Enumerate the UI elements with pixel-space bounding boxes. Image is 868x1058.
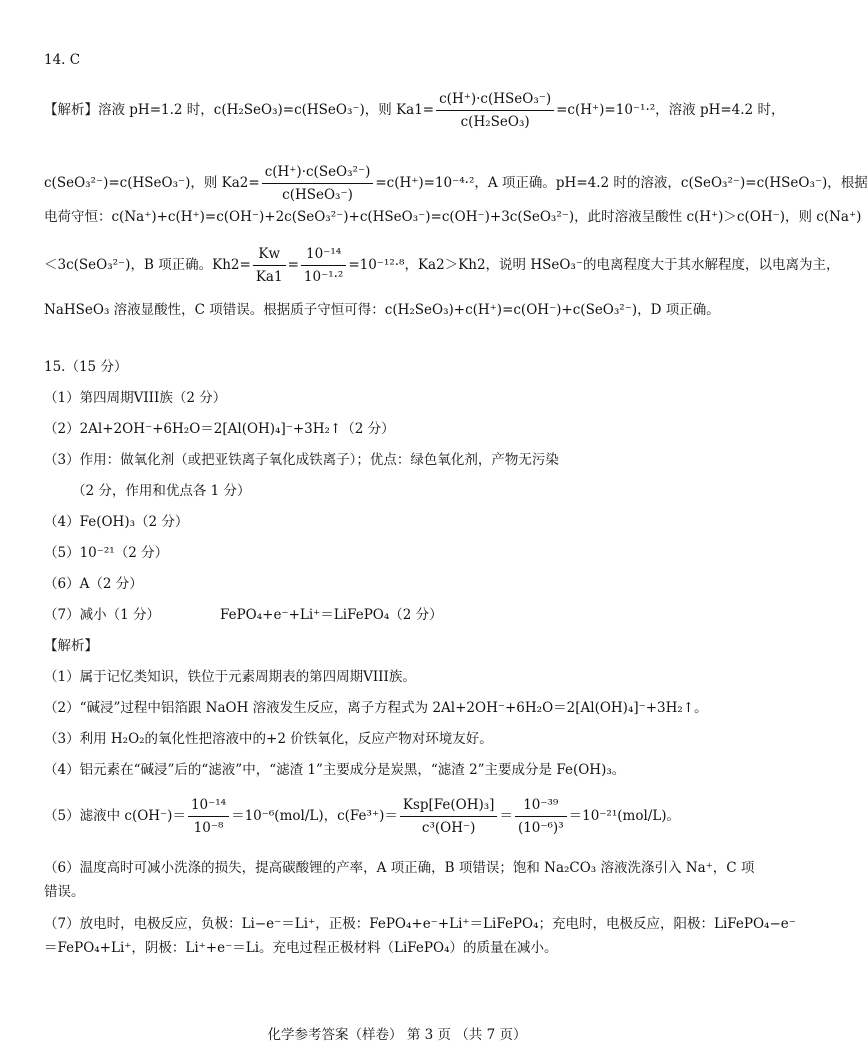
q15-answer-2: （2）2Al+2OH⁻+6H₂O＝2[Al(OH)₄]⁻+3H₂↑（2 分） <box>44 421 395 437</box>
q15-analysis-4: （4）铝元素在“碱浸”后的“滤液”中，“滤渣 1”主要成分是炭黑，“滤渣 2”主要成分是 Fe(OH)₃。 <box>44 762 626 778</box>
q15-analysis-heading: 【解析】 <box>44 638 98 654</box>
page-footer: 化学参考答案（样卷） 第 3 页 （共 7 页） <box>267 1027 527 1043</box>
q15-title: 15.（15 分） <box>44 359 128 375</box>
q15-answer-6: （6）A（2 分） <box>44 576 143 592</box>
fraction: $\frac{\text{c(H⁺)·c(HSeO₃⁻)}}{\text{c(H₂SeO₃)}}$ <box>436 88 554 133</box>
q14-answer: 14. C <box>44 52 81 68</box>
q14-line2: c(SeO₃²⁻)=c(HSeO₃⁻)，则 Ka2= $\frac{\text{c(H⁺)·c(SeO₃²⁻)}}{\text{c(HSeO₃⁻)}}$ =c(H⁺)=10⁻⁴·²，A 项正确。pH=4.2 时的溶液，c(SeO₃²⁻)=c(HSeO₃⁻)，根据 <box>44 161 754 206</box>
q14-line5: NaHSeO₃ 溶液显酸性，C 项错误。根据质子守恒可得：c(H₂SeO₃)+c(H⁺)=c(OH⁻)+c(SeO₃²⁻)，D 项正确。 <box>44 302 720 318</box>
q15-analysis-3: （3）利用 H₂O₂的氧化性把溶液中的+2 价铁氧化，反应产物对环境友好。 <box>44 731 493 747</box>
q15-analysis-7: （7）放电时，电极反应，负极：Li−e⁻＝Li⁺，正极：FePO₄+e⁻+Li⁺＝LiFePO₄；充电时，电极反应，阳极：LiFePO₄−e⁻ <box>44 916 796 932</box>
q15-answer-4: （4）Fe(OH)₃（2 分） <box>44 514 189 530</box>
q15-analysis-2: （2）“碱浸”过程中铝箔跟 NaOH 溶液发生反应，离子方程式为 2Al+2OH⁻+6H₂O＝2[Al(OH)₄]⁻+3H₂↑。 <box>44 700 708 716</box>
q15-analysis-1: （1）属于记忆类知识，铁位于元素周期表的第四周期VIII族。 <box>44 669 416 685</box>
q15-answer-3-note: （2 分，作用和优点各 1 分） <box>72 483 251 499</box>
q15-answer-5: （5）10⁻²¹（2 分） <box>44 545 169 561</box>
q14-line3: 电荷守恒：c(Na⁺)+c(H⁺)=c(OH⁻)+2c(SeO₃²⁻)+c(HSeO₃⁻)=c(OH⁻)+3c(SeO₃²⁻)，此时溶液呈酸性 c(H⁺)＞c(OH⁻)，则 c(Na⁺) <box>44 209 862 225</box>
fraction: $\frac{\text{10⁻³⁹}}{\text{(10⁻⁶)³}}$ <box>515 794 567 839</box>
q15-answer-7: （7）减小（1 分） FePO₄+e⁻+Li⁺＝LiFePO₄（2 分） <box>44 607 443 623</box>
q15-analysis-5: （5）滤液中 c(OH⁻)＝ $\frac{\text{10⁻¹⁴}}{\text{10⁻⁸}}$ ＝10⁻⁶(mol/L)，c(Fe³⁺)＝ $\frac{\text{Ksp[Fe(OH)₃]}}{\text{c³(OH⁻)}}$ ＝ $\frac{\text{10⁻³⁹}}{\text{(10⁻⁶)³}}$ ＝10⁻²¹(mol/L)。 <box>44 794 754 839</box>
fraction: $\frac{\text{10⁻¹⁴}}{\text{10⁻¹·²}}$ <box>301 243 346 288</box>
fraction: $\frac{\text{Ksp[Fe(OH)₃]}}{\text{c³(OH⁻)}}$ <box>400 794 498 839</box>
q15-answer-3: （3）作用：做氧化剂（或把亚铁离子氧化成铁离子）；优点：绿色氧化剂，产物无污染 <box>44 452 559 468</box>
q15-answer-1: （1）第四周期VIII族（2 分） <box>44 390 227 406</box>
fraction: $\frac{Kw}{Ka1}$ <box>253 243 286 288</box>
q15-analysis-6: （6）温度高时可减小洗涤的损失，提高碳酸锂的产率，A 项正确，B 项错误；饱和 Na₂CO₃ 溶液洗涤引入 Na⁺，C 项 <box>44 860 755 876</box>
fraction: $\frac{\text{10⁻¹⁴}}{\text{10⁻⁸}}$ <box>188 794 229 839</box>
q15-analysis-7-cont: ＝FePO₄+Li⁺，阴极：Li⁺+e⁻＝Li。充电过程正极材料（LiFePO₄）的质量在减小。 <box>44 940 558 956</box>
q14-line4: ＜3c(SeO₃²⁻)，B 项正确。Kh2= $\frac{Kw}{Ka1}$ = $\frac{\text{10⁻¹⁴}}{\text{10⁻¹·²}}$ =10⁻¹²·⁸，Ka2＞Kh2，说明 HSeO₃⁻的电离程度大于其水解程度，以电离为主， <box>44 243 754 288</box>
q15-analysis-6-cont: 错误。 <box>44 884 85 900</box>
q14-line1: 【解析】溶液 pH=1.2 时，c(H₂SeO₃)=c(HSeO₃⁻)，则 Ka1= $\frac{\text{c(H⁺)·c(HSeO₃⁻)}}{\text{c(H₂SeO₃)}}$ =c(H⁺)=10⁻¹·²，溶液 pH=4.2 时， <box>44 88 754 133</box>
fraction: $\frac{\text{c(H⁺)·c(SeO₃²⁻)}}{\text{c(HSeO₃⁻)}}$ <box>262 161 374 206</box>
